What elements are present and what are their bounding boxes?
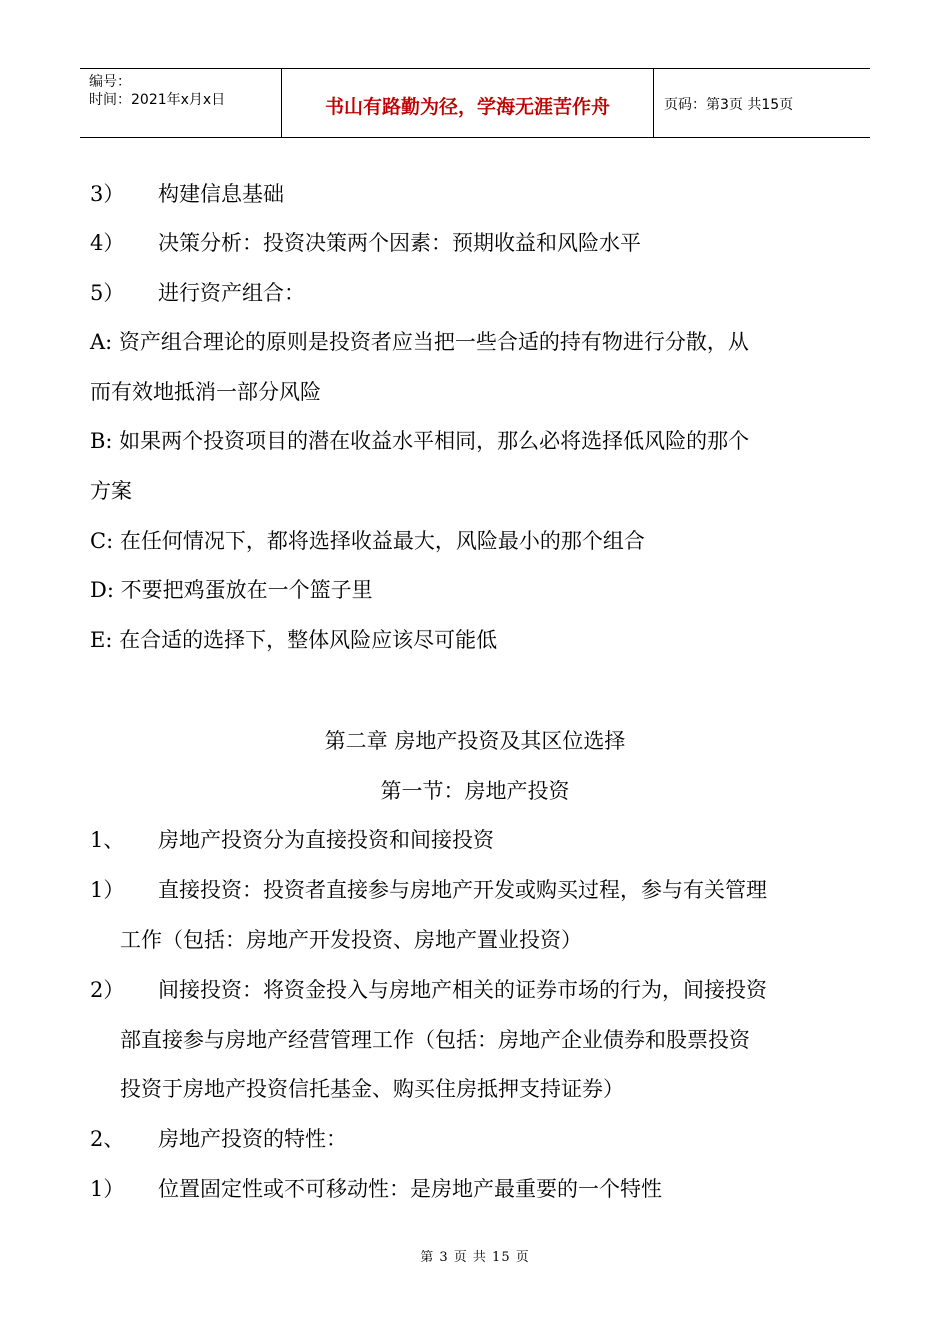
list-item-number: 2） [90, 978, 125, 1002]
list-item-text: 房地产投资分为直接投资和间接投资 [158, 828, 494, 852]
list-item-continuation: 投资于房地产投资信托基金、购买住房抵押支持证券） [120, 1077, 624, 1101]
list-item-text: 位置固定性或不可移动性：是房地产最重要的一个特性 [158, 1177, 662, 1201]
list-item-number: 1） [90, 878, 125, 902]
section-title: 第一节：房地产投资 [380, 779, 570, 803]
option-e: E: 在合适的选择下，整体风险应该尽可能低 [90, 628, 498, 652]
page-code: 页码：第3页 共15页 [664, 97, 794, 113]
option-b-line1: B: 如果两个投资项目的潜在收益水平相同，那么必将选择低风险的那个 [90, 429, 750, 453]
list-item-number: 1） [90, 1177, 125, 1201]
list-item-text: 决策分析：投资决策两个因素：预期收益和风险水平 [158, 231, 641, 255]
list-item-continuation: 部直接参与房地产经营管理工作（包括：房地产企业债券和股票投资 [120, 1028, 750, 1052]
list-item-number: 4） [90, 231, 125, 255]
page-footer: 第 3 页 共 15 页 [420, 1250, 530, 1265]
list-item-text: 房地产投资的特性： [158, 1127, 347, 1151]
document-header [80, 68, 870, 138]
header-meta-cell [80, 69, 282, 137]
list-item-number: 1、 [90, 828, 125, 852]
list-item-continuation: 工作（包括：房地产开发投资、房地产置业投资） [120, 928, 582, 952]
list-item-text: 进行资产组合： [158, 281, 305, 305]
option-d: D: 不要把鸡蛋放在一个篮子里 [90, 578, 373, 602]
list-item-text: 直接投资：投资者直接参与房地产开发或购买过程，参与有关管理 [158, 878, 767, 902]
list-item-number: 3） [90, 182, 125, 206]
option-b-line2: 方案 [90, 479, 132, 503]
option-a-line2: 而有效地抵消一部分风险 [90, 380, 321, 404]
list-item-text: 间接投资：将资金投入与房地产相关的证券市场的行为，间接投资 [158, 978, 767, 1002]
number-label: 编号： [89, 74, 131, 90]
header-motto-cell [282, 69, 654, 137]
option-c: C: 在任何情况下，都将选择收益最大，风险最小的那个组合 [90, 529, 645, 553]
list-item-number: 5） [90, 281, 125, 305]
list-item-number: 2、 [90, 1127, 125, 1151]
time-label: 时间：2021年x月x日 [89, 92, 226, 108]
list-item-text: 构建信息基础 [158, 182, 284, 206]
header-page-cell [654, 69, 870, 137]
chapter-title: 第二章 房地产投资及其区位选择 [324, 729, 626, 753]
motto: 书山有路勤为径，学海无涯苦作舟 [324, 96, 610, 118]
option-a-line1: A: 资产组合理论的原则是投资者应当把一些合适的持有物进行分散，从 [90, 330, 749, 354]
